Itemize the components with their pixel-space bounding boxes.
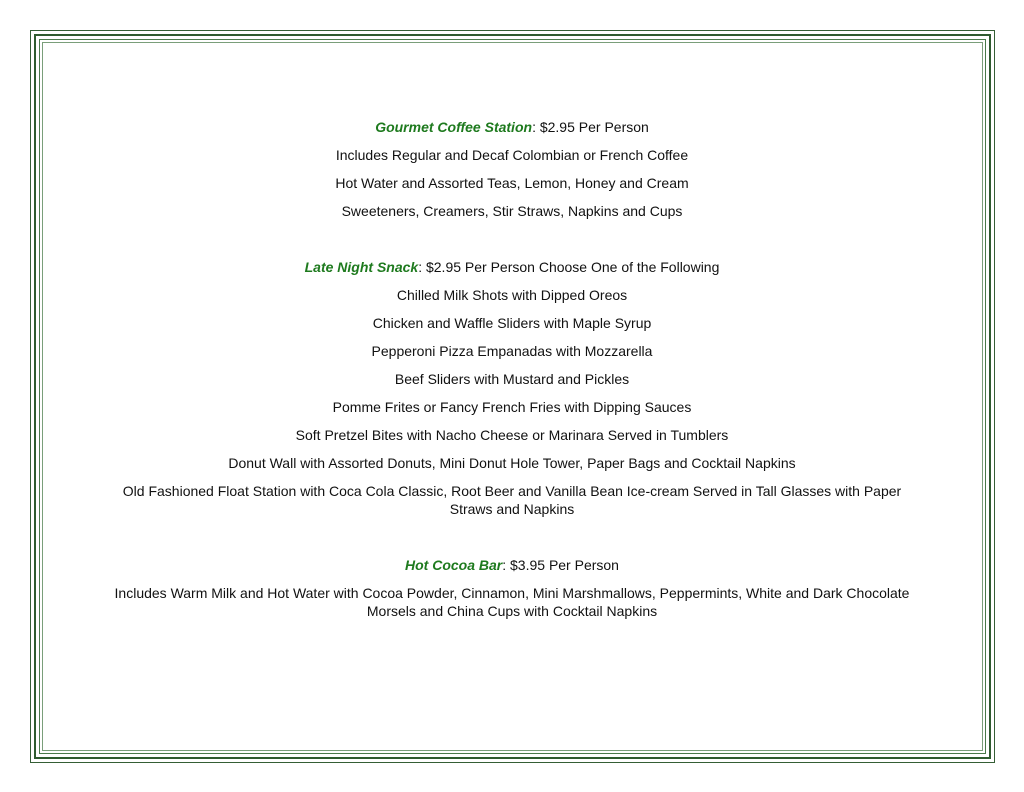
section-spacer [100,528,924,556]
snack-item: Beef Sliders with Mustard and Pickles [394,371,630,387]
snack-item: Pepperoni Pizza Empanadas with Mozzarella [371,343,653,359]
snack-item: Chilled Milk Shots with Dipped Oreos [396,287,628,303]
snack-heading [100,258,924,276]
coffee-item: Hot Water and Assorted Teas, Lemon, Honey and Cream [335,175,689,191]
snack-item: Chicken and Waffle Sliders with Maple Syrup [372,315,652,331]
cocoa-price: : $3.95 Per Person [502,557,619,573]
snack-item: Old Fashioned Float Station with Coca Cola Classic, Root Beer and Vanilla Bean Ice-cream Served in Tall Glasses with Paper Straws and Napkins [122,483,902,517]
cocoa-title: Hot Cocoa Bar [405,557,503,573]
menu-content [100,118,924,630]
snack-item: Pomme Frites or Fancy French Fries with Dipping Sauces [332,399,692,415]
cocoa-item: Includes Warm Milk and Hot Water with Cocoa Powder, Cinnamon, Mini Marshmallows, Peppermints, White and Dark Chocolate Morsels and China Cups with Cocktail Napkins [114,585,910,619]
coffee-title: Gourmet Coffee Station [375,119,533,135]
snack-item: Soft Pretzel Bites with Nacho Cheese or Marinara Served in Tumblers [295,427,729,443]
snack-title: Late Night Snack [304,259,419,275]
coffee-item: Includes Regular and Decaf Colombian or French Coffee [335,147,689,163]
snack-price: : $2.95 Per Person Choose One of the Following [418,259,720,275]
coffee-heading [100,118,924,136]
coffee-price: : $2.95 Per Person [532,119,649,135]
section-spacer [100,230,924,258]
cocoa-heading [100,556,924,574]
coffee-item: Sweeteners, Creamers, Stir Straws, Napkins and Cups [341,203,683,219]
snack-item: Donut Wall with Assorted Donuts, Mini Donut Hole Tower, Paper Bags and Cocktail Napkins [228,455,796,471]
